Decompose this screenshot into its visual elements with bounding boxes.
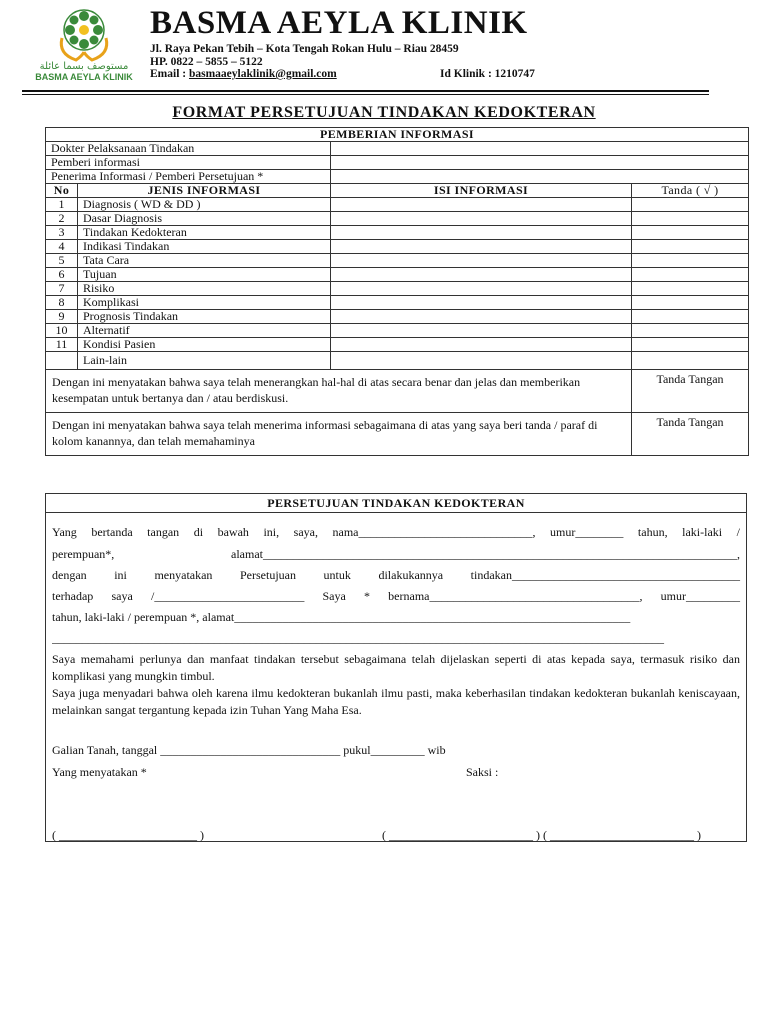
row-jenis: Kondisi Pasien (78, 338, 331, 352)
row-isi-cell[interactable] (331, 352, 632, 370)
consent-line-address[interactable]: perempuan*, alamat_______________________________________________________________________________, (52, 547, 740, 561)
field-input-doctor[interactable] (331, 142, 749, 156)
table-row (46, 352, 749, 370)
row-tanda-cell[interactable] (632, 310, 749, 324)
table-row (46, 212, 749, 226)
row-tanda-cell[interactable] (632, 282, 749, 296)
row-isi-cell[interactable] (331, 282, 632, 296)
col-header-jenis: JENIS INFORMASI (78, 184, 331, 198)
field-label-recipient: Penerima Informasi / Pemberi Persetujuan * (46, 170, 331, 184)
witness-signature-lines[interactable]: ( ________________________ ) ( ________________________ ) (382, 828, 701, 842)
email-link[interactable]: basmaaeylaklinik@gmail.com (188, 68, 337, 80)
row-isi-cell[interactable] (331, 324, 632, 338)
row-isi-cell[interactable] (331, 268, 632, 282)
row-jenis: Tujuan (78, 268, 331, 282)
row-isi-cell[interactable] (331, 240, 632, 254)
table-row (46, 268, 749, 282)
consent-line-name[interactable]: Yang bertanda tangan di bawah ini, saya, nama_____________________________, umur________ tahun, laki-laki / (52, 525, 740, 539)
consent-line-procedure[interactable]: dengan ini menyatakan Persetujuan untuk dilakukannya tindakan______________________________________ (52, 568, 740, 582)
row-isi-cell[interactable] (331, 254, 632, 268)
field-input-recipient[interactable] (331, 170, 749, 184)
row-jenis: Prognosis Tindakan (78, 310, 331, 324)
header-rule-thick (22, 90, 709, 92)
row-isi-cell[interactable] (331, 226, 632, 240)
row-number: 8 (46, 296, 78, 310)
clinic-address: Jl. Raya Pekan Tebih – Kota Tengah Rokan Hulu – Riau 28459 (150, 43, 459, 55)
declarer-signature-line[interactable]: ( _______________________ ) (52, 828, 204, 842)
info-section-heading: PEMBERIAN INFORMASI (46, 128, 749, 142)
logo-text: BASMA AEYLA KLINIK (35, 72, 133, 82)
clinic-phone: HP. 0822 – 5855 – 5122 (150, 56, 263, 68)
clinic-logo (30, 8, 138, 82)
row-jenis: Lain-lain (78, 352, 331, 370)
row-number: 11 (46, 338, 78, 352)
row-number: 3 (46, 226, 78, 240)
statement-recipient: Dengan ini menyatakan bahwa saya telah menerima informasi sebagaimana di atas yang saya beri tanda / paraf di kolom kanannya, dan telah memahaminya (46, 413, 632, 456)
row-isi-cell[interactable] (331, 198, 632, 212)
row-jenis: Indikasi Tindakan (78, 240, 331, 254)
table-row (46, 310, 749, 324)
row-isi-cell[interactable] (331, 212, 632, 226)
consent-paragraph-awareness: Saya juga menyadari bahwa oleh karena ilmu kedokteran bukanlah ilmu pasti, maka keberhasilan tindakan kedokteran bukanlah keniscayaan, melainkan sangat tergantung kepada izin Tuhan Yang Maha Esa. (52, 686, 740, 717)
table-row (46, 296, 749, 310)
row-tanda-cell[interactable] (632, 212, 749, 226)
consent-paragraph-understanding: Saya memahami perlunya dan manfaat tindakan tersebut sebagaimana telah dijelaskan seperti di atas kepada saya, termasuk risiko dan komplikasi yang mungkin timbul. (52, 652, 740, 683)
information-table (45, 127, 749, 456)
signature-label-recipient[interactable]: Tanda Tangan (632, 413, 749, 456)
row-number: 6 (46, 268, 78, 282)
field-label-informant: Pemberi informasi (46, 156, 331, 170)
row-jenis: Tindakan Kedokteran (78, 226, 331, 240)
row-tanda-cell[interactable] (632, 268, 749, 282)
row-tanda-cell[interactable] (632, 240, 749, 254)
clinic-id: Id Klinik : 1210747 (440, 68, 535, 80)
col-header-tanda: Tanda ( √ ) (632, 184, 749, 198)
row-isi-cell[interactable] (331, 310, 632, 324)
statement-informant: Dengan ini menyatakan bahwa saya telah menerangkan hal-hal di atas secara benar dan jelas dan memberikan kesempatan untuk bertanya dan / atau berdiskusi. (46, 370, 632, 413)
row-jenis: Tata Cara (78, 254, 331, 268)
clinic-name: BASMA AEYLA KLINIK (150, 5, 528, 41)
row-isi-cell[interactable] (331, 296, 632, 310)
row-number: 4 (46, 240, 78, 254)
consent-section (45, 493, 747, 842)
table-row (46, 240, 749, 254)
table-row (46, 226, 749, 240)
row-jenis: Komplikasi (78, 296, 331, 310)
row-number: 10 (46, 324, 78, 338)
table-row (46, 324, 749, 338)
row-tanda-cell[interactable] (632, 296, 749, 310)
row-tanda-cell[interactable] (632, 324, 749, 338)
table-row (46, 254, 749, 268)
row-tanda-cell[interactable] (632, 352, 749, 370)
table-row (46, 338, 749, 352)
table-row (46, 198, 749, 212)
signature-label-informant[interactable]: Tanda Tangan (632, 370, 749, 413)
table-row (46, 282, 749, 296)
consent-line-blank[interactable]: ______________________________________________________________________________________________________ (52, 631, 664, 645)
consent-line-patient[interactable]: terhadap saya /_________________________ Saya * bernama___________________________________, umur_________ (52, 589, 740, 603)
row-number (46, 352, 78, 370)
consent-section-heading: PERSETUJUAN TINDAKAN KEDOKTERAN (46, 494, 746, 513)
declarer-label: Yang menyatakan * (52, 765, 147, 779)
row-number: 7 (46, 282, 78, 296)
row-number: 5 (46, 254, 78, 268)
row-tanda-cell[interactable] (632, 338, 749, 352)
col-header-isi: ISI INFORMASI (331, 184, 632, 198)
witness-label: Saksi : (466, 765, 499, 779)
form-title: FORMAT PERSETUJUAN TINDAKAN KEDOKTERAN (172, 104, 596, 121)
email-label: Email : (150, 68, 189, 80)
row-jenis: Alternatif (78, 324, 331, 338)
logo-arabic-text: مستوصف بسما عائلة (39, 61, 129, 72)
clinic-email-line (150, 68, 337, 81)
row-number: 1 (46, 198, 78, 212)
row-isi-cell[interactable] (331, 338, 632, 352)
field-label-doctor: Dokter Pelaksanaan Tindakan (46, 142, 331, 156)
row-jenis: Dasar Diagnosis (78, 212, 331, 226)
col-header-no: No (46, 184, 78, 198)
row-jenis: Diagnosis ( WD & DD ) (78, 198, 331, 212)
row-tanda-cell[interactable] (632, 198, 749, 212)
row-tanda-cell[interactable] (632, 254, 749, 268)
row-jenis: Risiko (78, 282, 331, 296)
consent-line-patient-address[interactable]: tahun, laki-laki / perempuan *, alamat__________________________________________________________________ (52, 610, 631, 624)
field-input-informant[interactable] (331, 156, 749, 170)
consent-date-line[interactable]: Galian Tanah, tanggal ______________________________ pukul_________ wib (52, 743, 446, 757)
header-rule-thin (22, 94, 709, 95)
row-tanda-cell[interactable] (632, 226, 749, 240)
row-number: 2 (46, 212, 78, 226)
row-number: 9 (46, 310, 78, 324)
